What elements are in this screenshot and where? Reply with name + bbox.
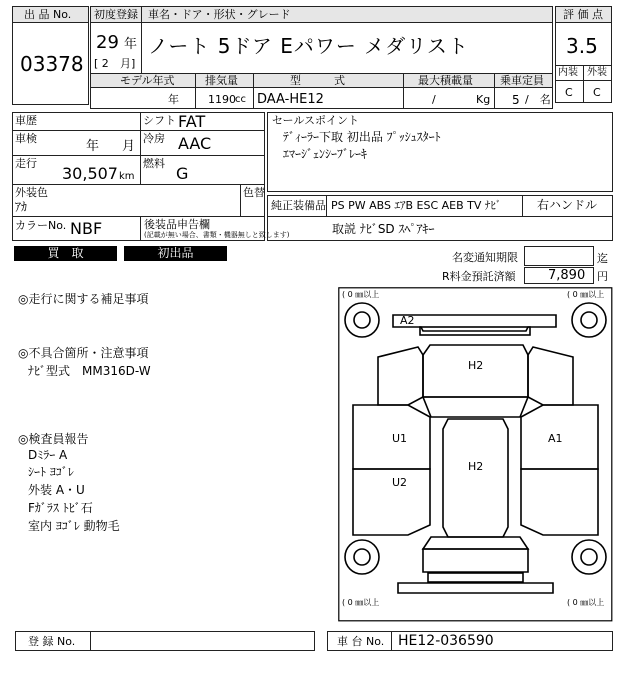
inspection-label: 車検 xyxy=(15,132,37,145)
divider xyxy=(12,216,265,217)
rear-bumper xyxy=(398,583,553,593)
divider xyxy=(140,216,141,241)
capacity-value: 5 xyxy=(512,93,520,107)
divider xyxy=(12,155,265,156)
color-change-label: 色替 xyxy=(243,186,265,199)
shift-value: FAT xyxy=(178,112,206,131)
divider xyxy=(326,195,327,216)
displacement-value: 1190 xyxy=(208,93,236,106)
color-no-value: NBF xyxy=(70,219,103,238)
inspection-year-unit: 年 xyxy=(86,139,100,154)
sales-point-label: セールスポイント xyxy=(272,114,360,127)
windshield xyxy=(423,397,528,417)
max-load-value: / xyxy=(432,93,436,106)
recycle-fee-label: R料金預託済額 xyxy=(442,270,516,283)
first-reg-label: 初度登録 xyxy=(94,8,138,21)
divider xyxy=(12,184,265,185)
divider xyxy=(583,65,584,103)
inspection-month-unit: 月 xyxy=(122,139,136,154)
exterior-color-value: ｱｶ xyxy=(15,200,28,214)
history-label: 車歴 xyxy=(15,114,37,127)
inspector-line: ｼｰﾄ ﾖｺﾞﾚ xyxy=(28,465,74,479)
ac-value: AAC xyxy=(178,134,212,153)
damage-mark-hood: H2 xyxy=(468,359,484,372)
tire-icon xyxy=(572,303,606,337)
divider xyxy=(90,631,91,651)
score-label: 評 価 点 xyxy=(563,8,603,21)
mileage-unit: km xyxy=(119,171,135,182)
model-year-label: モデル年式 xyxy=(120,74,175,87)
inspector-line: Dﾐﾗｰ A xyxy=(28,448,68,462)
damage-mark-left-front-door: U1 xyxy=(392,432,408,445)
defects-label: ◎不具合箇所・注意事項 xyxy=(18,346,149,360)
recycle-fee-unit: 円 xyxy=(597,270,608,283)
aftermarket-note: (記載が無い場合、書類・機器無しと致します) xyxy=(144,231,290,239)
tire-icon xyxy=(345,303,379,337)
type-value: DAA-HE12 xyxy=(257,92,324,107)
front-left-fender xyxy=(378,347,423,405)
front-bumper xyxy=(393,315,556,331)
defects-line-1: ﾅﾋﾞ型式 MM316D-W xyxy=(28,364,151,378)
max-load-unit: Kg xyxy=(476,93,491,106)
front-right-fender xyxy=(528,347,573,405)
interior-label: 内装 xyxy=(558,67,578,78)
rear-window xyxy=(423,537,528,549)
damage-mark-left-rear-door: U2 xyxy=(392,476,408,489)
ac-label: 冷房 xyxy=(143,132,165,145)
type-label: 型 式 xyxy=(290,74,345,87)
divider xyxy=(403,73,404,109)
tire-icon xyxy=(572,540,606,574)
lot-number: 03378 xyxy=(20,52,84,76)
fuel-label: 燃料 xyxy=(143,157,165,170)
inspector-line: 外装 A・U xyxy=(28,483,85,497)
exterior-color-label: 外装色 xyxy=(15,186,48,199)
color-no-label: カラーNo. xyxy=(15,219,67,232)
tire-depth-rear-right: ( 0 ㎜以上 xyxy=(567,598,605,607)
inspector-line: Fｶﾞﾗｽ ﾄﾋﾞ石 xyxy=(28,501,93,515)
first-reg-month-unit: 月] xyxy=(120,57,136,70)
tire-icon xyxy=(345,540,379,574)
exterior-grade: C xyxy=(593,86,601,99)
first-reg-year-unit: 年 xyxy=(124,37,138,52)
tire-depth-front-right: ( 0 ㎜以上 xyxy=(567,290,605,299)
damage-mark-roof: H2 xyxy=(468,460,484,473)
recycle-fee-value: 7,890 xyxy=(548,268,586,283)
first-reg-year: 29 xyxy=(96,32,119,53)
right-rear-door xyxy=(521,469,598,535)
aftermarket-label: 後装品申告欄 xyxy=(144,218,210,231)
sales-point-line2: ｴﾏｰｼﾞｪﾝｼｰﾌﾞﾚｰｷ xyxy=(283,147,368,161)
notice-deadline-suffix: 迄 xyxy=(597,252,608,265)
displacement-label: 排気量 xyxy=(205,74,238,87)
rear-panel xyxy=(428,573,523,582)
first-listing-badge: 初出品 xyxy=(124,246,227,261)
shift-label: シフト xyxy=(143,114,176,127)
damage-mark-bumper: A2 xyxy=(400,314,415,327)
first-reg-month: [ 2 xyxy=(94,57,109,70)
divider xyxy=(240,184,241,216)
divider xyxy=(494,73,495,109)
score-value: 3.5 xyxy=(566,34,598,58)
divider xyxy=(195,73,196,109)
roof xyxy=(443,419,508,537)
purchase-badge: 買 取 xyxy=(14,246,117,261)
car-name: ノート 5ドア Eパワー メダリスト xyxy=(148,34,469,58)
tailgate xyxy=(423,549,528,572)
model-year-unit: 年 xyxy=(168,93,179,106)
divider xyxy=(141,22,142,73)
max-load-label: 最大積載量 xyxy=(418,74,473,87)
divider xyxy=(12,130,265,131)
diagram-frame xyxy=(339,288,612,621)
notice-deadline-label: 名変通知期限 xyxy=(452,251,518,264)
car-name-label: 車名・ドア・形状・グレード xyxy=(148,8,291,21)
mileage-value: 30,507 xyxy=(62,164,118,183)
fuel-value: G xyxy=(176,164,189,183)
inspector-line: 室内 ﾖｺﾞﾚ 動物毛 xyxy=(28,519,120,533)
car-damage-diagram xyxy=(338,287,613,622)
chassis-number: HE12-036590 xyxy=(398,633,494,649)
sales-point-line1: ﾃﾞｨｰﾗｰ下取 初出品 ﾌﾟｯｼｭｽﾀｰﾄ xyxy=(283,130,441,144)
divider xyxy=(391,631,392,651)
notice-deadline-box xyxy=(524,246,594,266)
divider xyxy=(522,195,523,216)
equipment-label: 純正装備品 xyxy=(271,199,326,212)
chassis-label: 車 台 No. xyxy=(337,635,385,648)
divider xyxy=(253,73,254,109)
displacement-unit: cc xyxy=(235,94,246,105)
divider xyxy=(140,112,141,184)
driving-notes-label: ◎走行に関する補足事項 xyxy=(18,292,149,306)
interior-grade: C xyxy=(565,86,573,99)
capacity-unit: / 名 xyxy=(525,93,551,106)
mileage-label: 走行 xyxy=(15,157,37,170)
steering-value: 右ハンドル xyxy=(537,198,598,212)
tire-depth-rear-left: ( 0 ㎜以上 xyxy=(342,598,380,607)
damage-mark-right-front-door: A1 xyxy=(548,432,563,445)
manual-items: 取説 ﾅﾋﾞSD ｽﾍﾟｱｷｰ xyxy=(332,222,435,236)
equipment-value: PS PW ABS ｴｱB ESC AEB TV ﾅﾋﾞ xyxy=(331,199,502,212)
capacity-label: 乗車定員 xyxy=(500,74,544,87)
tire-depth-front-left: ( 0 ㎜以上 xyxy=(342,290,380,299)
divider xyxy=(267,216,613,217)
registration-label: 登 録 No. xyxy=(28,635,76,648)
inspector-report-label: ◎検査員報告 xyxy=(18,432,89,446)
lot-label: 出 品 No. xyxy=(24,8,72,21)
exterior-label: 外装 xyxy=(587,67,607,78)
